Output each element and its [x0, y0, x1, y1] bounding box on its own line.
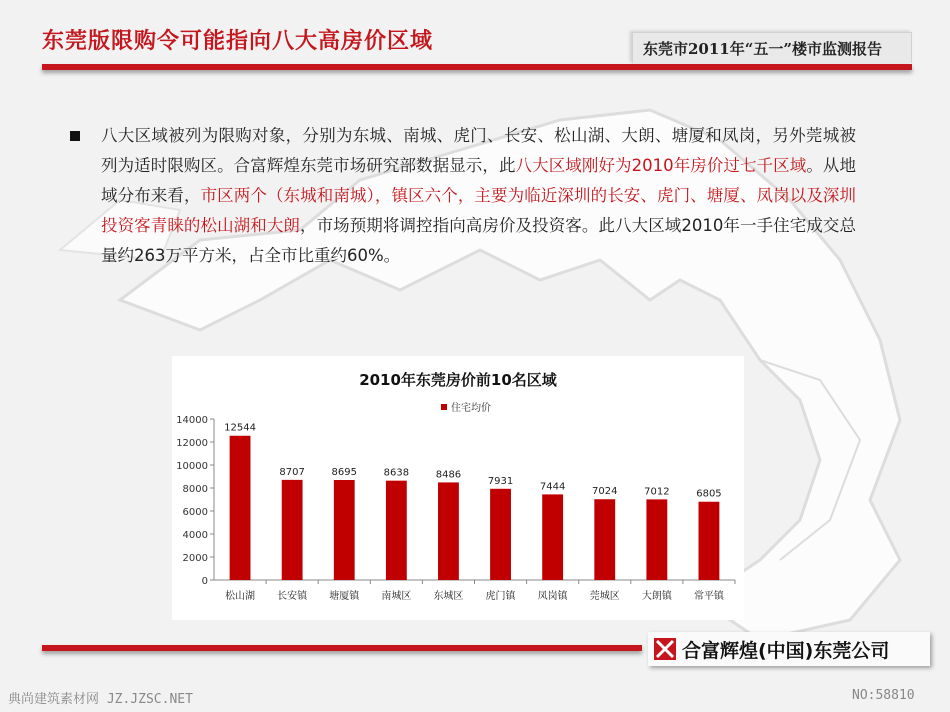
bar-大朗镇 [646, 499, 667, 580]
data-label: 8486 [435, 469, 462, 481]
x-tick-label: 常平镇 [693, 591, 724, 602]
data-label: 8638 [383, 467, 410, 479]
watermark-left: 典尚建筑素材网 JZ.JZSC.NET [8, 692, 193, 707]
company-logo-icon [654, 638, 676, 660]
legend-label: 住宅均价 [451, 403, 491, 414]
para-seg-4-highlight: 市区两个（东城和南城），镇区六个，主要为临近深圳的长安、虎门、塘厦、凤岗以及深圳投资客青睐的松山湖和大朗 [101, 186, 857, 235]
report-label: 东莞市2011年“五一”楼市监测报告 [643, 40, 883, 58]
data-label: 6805 [696, 488, 722, 500]
x-tick-label: 东城区 [433, 591, 464, 602]
y-tick-label: 12000 [176, 438, 208, 449]
x-tick-label: 塘厦镇 [329, 591, 360, 602]
bar-莞城区 [594, 499, 615, 580]
y-tick-label: 0 [201, 576, 208, 587]
y-tick-label: 8000 [182, 484, 208, 495]
footer-divider [42, 645, 642, 651]
bar-塘厦镇 [334, 480, 355, 580]
watermark-right: NO:58810 [852, 688, 915, 703]
para-seg-3: 。从地域分布来看， [101, 156, 857, 205]
para-seg-1: 八大区域被列为限购对象，分别为东城、南城、虎门、长安、松山湖、大朗、塘厦和凤岗，另外莞城被列为适时限购区。合富辉煌东莞市场研究部数据显示，此 [101, 126, 856, 175]
data-label: 8707 [279, 466, 305, 478]
y-tick-label: 4000 [182, 530, 208, 541]
bullet-square-icon [70, 131, 80, 141]
x-tick-label: 虎门镇 [485, 591, 516, 602]
x-tick-label: 长安镇 [277, 591, 308, 602]
y-tick-label: 2000 [182, 553, 208, 564]
x-tick-label: 凤岗镇 [537, 591, 568, 602]
chart-title: 2010年东莞房价前10名区域 [359, 371, 557, 389]
bar-chart [172, 356, 744, 620]
body-paragraph [101, 121, 856, 271]
x-tick-label: 莞城区 [589, 591, 620, 602]
header-divider [42, 64, 912, 70]
x-tick-label: 南城区 [381, 591, 412, 602]
bar-南城区 [386, 481, 407, 580]
x-tick-label: 松山湖 [225, 591, 256, 602]
data-label: 7024 [592, 486, 618, 498]
data-label: 12544 [224, 422, 256, 434]
bar-东城区 [438, 482, 459, 580]
company-logo-block [648, 632, 930, 666]
data-label: 7444 [539, 481, 566, 493]
para-seg-2-highlight: 八大区域刚好为2010年房价过七千区域 [515, 156, 807, 175]
page-title: 东莞版限购令可能指向八大高房价区域 [42, 29, 434, 54]
y-tick-label: 14000 [176, 415, 208, 426]
chart-bars [224, 423, 722, 580]
bar-凤岗镇 [542, 494, 563, 580]
bar-松山湖 [230, 436, 251, 580]
legend-swatch [441, 404, 447, 410]
data-label: 7931 [487, 475, 514, 487]
data-label: 7012 [644, 486, 670, 498]
chart-container [172, 356, 744, 620]
y-tick-label: 6000 [182, 507, 208, 518]
bar-常平镇 [699, 502, 720, 580]
bar-虎门镇 [490, 489, 511, 580]
bar-长安镇 [282, 480, 303, 580]
company-name: 合富辉煌(中国)东莞公司 [682, 640, 890, 662]
y-tick-label: 10000 [176, 461, 208, 472]
x-tick-label: 大朗镇 [641, 591, 672, 602]
data-label: 8695 [331, 467, 357, 479]
report-tab [632, 32, 912, 63]
para-seg-5: ，市场预期将调控指向高房价及投资客。此八大区域2010年一手住宅成交总量约263万平方米，占全市比重约60%。 [101, 216, 856, 265]
